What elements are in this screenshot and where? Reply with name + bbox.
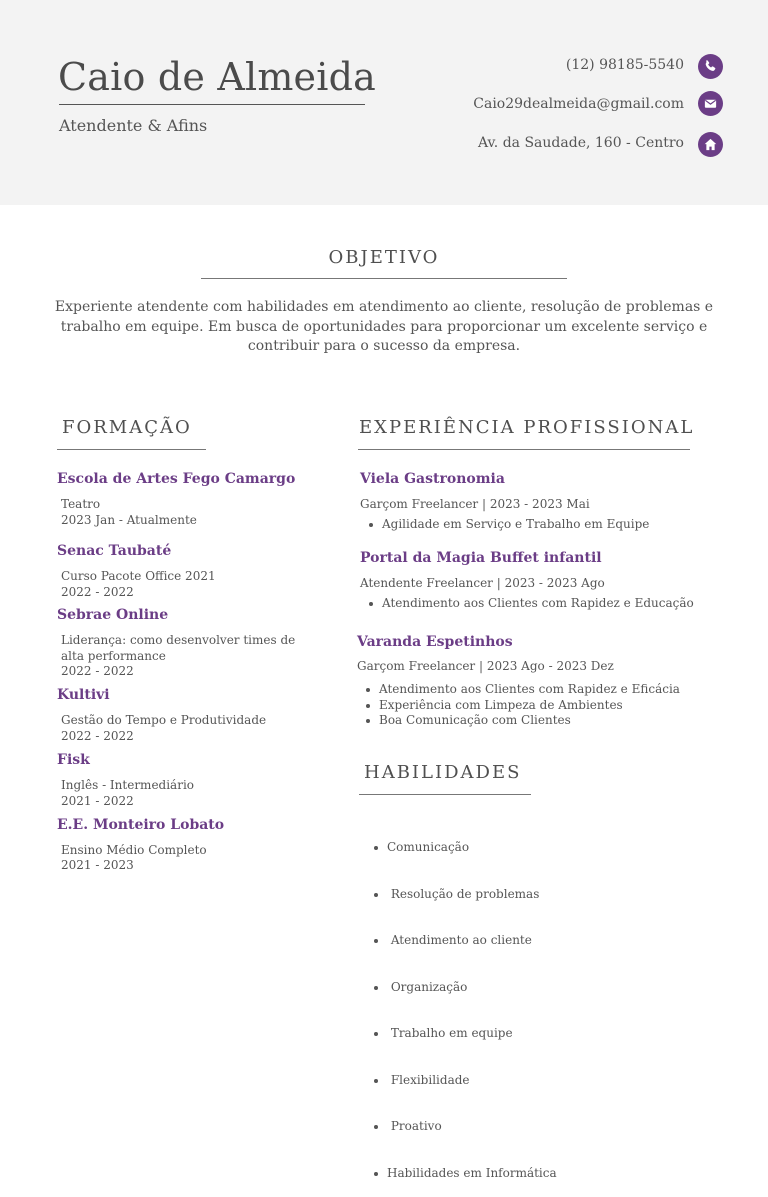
education-rule (57, 449, 206, 450)
education-period: 2021 - 2022 (61, 794, 134, 808)
education-school: Escola de Artes Fego Camargo (57, 471, 296, 487)
skill-item: Trabalho em equipe (369, 1026, 557, 1042)
list-item: Boa Comunicação com Clientes (361, 713, 680, 729)
list-item: Atendimento aos Clientes com Rapidez e Eficácia (361, 682, 680, 698)
phone-icon (698, 54, 723, 79)
experience-bullets (364, 596, 694, 612)
list-item: Atendimento aos Clientes com Rapidez e Educação (364, 596, 694, 612)
education-course: Gestão do Tempo e Produtividade (61, 713, 267, 727)
education-school: Senac Taubaté (57, 543, 172, 559)
education-title: FORMAÇÃO (62, 417, 192, 438)
education-period: 2022 - 2022 (61, 585, 134, 599)
skill-item: Proativo (369, 1119, 557, 1135)
skill-item: Atendimento ao cliente (369, 933, 557, 949)
mail-icon (698, 91, 723, 116)
skill-item: Resolução de problemas (369, 887, 557, 903)
experience-rule (358, 449, 690, 450)
experience-bullets (361, 682, 680, 729)
experience-role: Garçom Freelancer | 2023 Ago - 2023 Dez (357, 659, 614, 673)
experience-title: EXPERIÊNCIA PROFISSIONAL (359, 417, 695, 438)
list-item: Agilidade em Serviço e Trabalho em Equipe (364, 517, 649, 533)
skills-list (369, 809, 557, 1197)
objective-title: OBJETIVO (328, 247, 440, 268)
education-course: Ensino Médio Completo (61, 843, 207, 857)
experience-role: Garçom Freelancer | 2023 - 2023 Mai (360, 497, 590, 511)
candidate-role: Atendente & Afins (59, 116, 208, 135)
objective-rule (201, 278, 567, 279)
email-text[interactable]: Caio29dealmeida@gmail.com (473, 96, 684, 112)
list-item: Experiência com Limpeza de Ambientes (361, 698, 680, 714)
education-school: Kultivi (57, 687, 110, 703)
skills-title: HABILIDADES (364, 762, 522, 783)
experience-bullets (364, 517, 649, 533)
skill-item: Flexibilidade (369, 1073, 557, 1089)
skill-item: Comunicação (369, 840, 557, 856)
objective-text: Experiente atendente com habilidades em atendimento ao cliente, resolução de problemas e trabalho em equipe. Em busca de oportunidades para proporcionar um excelente serviço e contribuir para o sucesso da empresa. (54, 299, 714, 354)
education-period: 2023 Jan - Atualmente (61, 513, 197, 527)
education-school: Sebrae Online (57, 607, 169, 623)
skill-item: Habilidades em Informática (369, 1166, 557, 1182)
experience-company: Viela Gastronomia (360, 471, 505, 487)
skill-item: Organização (369, 980, 557, 996)
experience-company: Varanda Espetinhos (357, 634, 513, 650)
education-school: E.E. Monteiro Lobato (57, 817, 225, 833)
experience-company: Portal da Magia Buffet infantil (360, 550, 602, 566)
education-period: 2021 - 2023 (61, 858, 134, 872)
home-icon (698, 132, 723, 157)
experience-role: Atendente Freelancer | 2023 - 2023 Ago (360, 576, 605, 590)
skills-rule (359, 794, 531, 795)
education-course: Curso Pacote Office 2021 (61, 569, 216, 583)
name-underline (59, 104, 365, 105)
address-text: Av. da Saudade, 160 - Centro (478, 135, 684, 151)
education-school: Fisk (57, 752, 90, 768)
education-course: Teatro (61, 497, 101, 511)
education-period: 2022 - 2022 (61, 664, 134, 678)
education-course: Inglês - Intermediário (61, 778, 195, 792)
education-period: 2022 - 2022 (61, 729, 134, 743)
candidate-name: Caio de Almeida (58, 55, 376, 99)
phone-text: (12) 98185-5540 (565, 57, 684, 73)
education-course: Liderança: como desenvolver times de alta performance (61, 633, 296, 663)
